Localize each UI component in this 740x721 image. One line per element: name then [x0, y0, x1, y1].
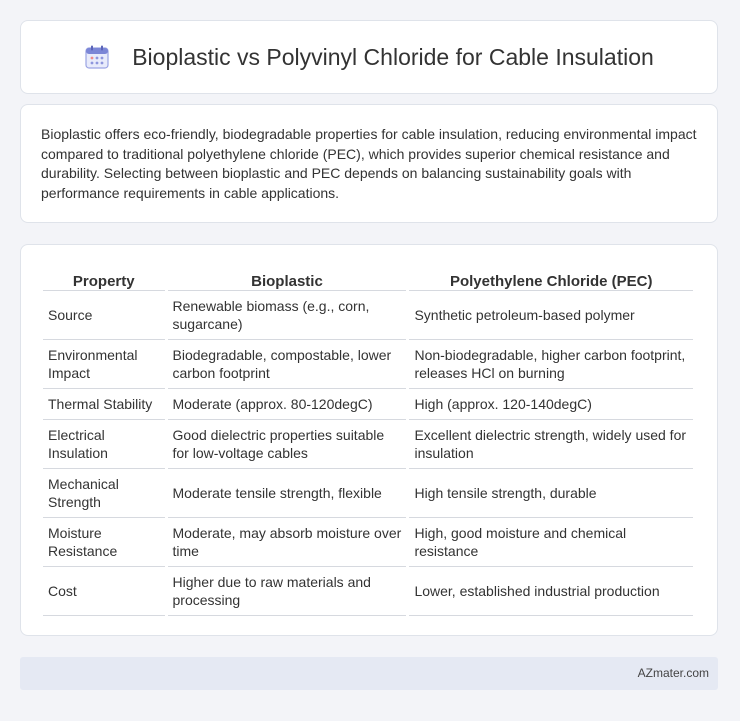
- header-pec: Polyethylene Chloride (PEC): [409, 265, 693, 291]
- table-header-row: [43, 265, 693, 291]
- footer-bar: [20, 657, 718, 690]
- table-row: [43, 420, 693, 469]
- cell-pec: Non-biodegradable, higher carbon footprint, releases HCl on burning: [409, 340, 693, 389]
- title-card: [20, 20, 718, 94]
- cell-pec: High tensile strength, durable: [409, 469, 693, 518]
- cell-bioplastic: Biodegradable, compostable, lower carbon footprint: [168, 340, 407, 389]
- cell-property: Electrical Insulation: [43, 420, 165, 469]
- cell-property: Mechanical Strength: [43, 469, 165, 518]
- cell-pec: Excellent dielectric strength, widely used for insulation: [409, 420, 693, 469]
- table-row: [43, 518, 693, 567]
- cell-pec: High, good moisture and chemical resistance: [409, 518, 693, 567]
- comparison-table: [40, 265, 696, 616]
- summary-text: Bioplastic offers eco-friendly, biodegradable properties for cable insulation, reducing environmental impact compared to traditional polyethylene chloride (PEC), which provides superior chemical resistance and durability. Selecting between bioplastic and PEC depends on balancing sustainability goals with performance requirements in cable applications.: [41, 126, 697, 201]
- cell-pec: Synthetic petroleum-based polymer: [409, 291, 693, 340]
- table-row: [43, 291, 693, 340]
- cell-property: Moisture Resistance: [43, 518, 165, 567]
- cell-bioplastic: Higher due to raw materials and processing: [168, 567, 407, 616]
- cell-pec: High (approx. 120-140degC): [409, 389, 693, 420]
- calendar-icon: [84, 44, 110, 70]
- comparison-table-card: [20, 244, 718, 636]
- cell-bioplastic: Moderate (approx. 80-120degC): [168, 389, 407, 420]
- cell-property: Thermal Stability: [43, 389, 165, 420]
- cell-bioplastic: Renewable biomass (e.g., corn, sugarcane): [168, 291, 407, 340]
- cell-bioplastic: Moderate, may absorb moisture over time: [168, 518, 407, 567]
- cell-bioplastic: Good dielectric properties suitable for low-voltage cables: [168, 420, 407, 469]
- cell-pec: Lower, established industrial production: [409, 567, 693, 616]
- cell-bioplastic: Moderate tensile strength, flexible: [168, 469, 407, 518]
- header-bioplastic: Bioplastic: [168, 265, 407, 291]
- footer-brand[interactable]: AZmater.com: [637, 666, 709, 680]
- cell-property: Cost: [43, 567, 165, 616]
- table-row: [43, 340, 693, 389]
- cell-property: Source: [43, 291, 165, 340]
- cell-property: Environmental Impact: [43, 340, 165, 389]
- page-title: Bioplastic vs Polyvinyl Chloride for Cable Insulation: [132, 43, 654, 70]
- table-row: [43, 567, 693, 616]
- table-row: [43, 469, 693, 518]
- table-row: [43, 389, 693, 420]
- header-property: Property: [43, 265, 165, 291]
- summary-card: [20, 104, 718, 223]
